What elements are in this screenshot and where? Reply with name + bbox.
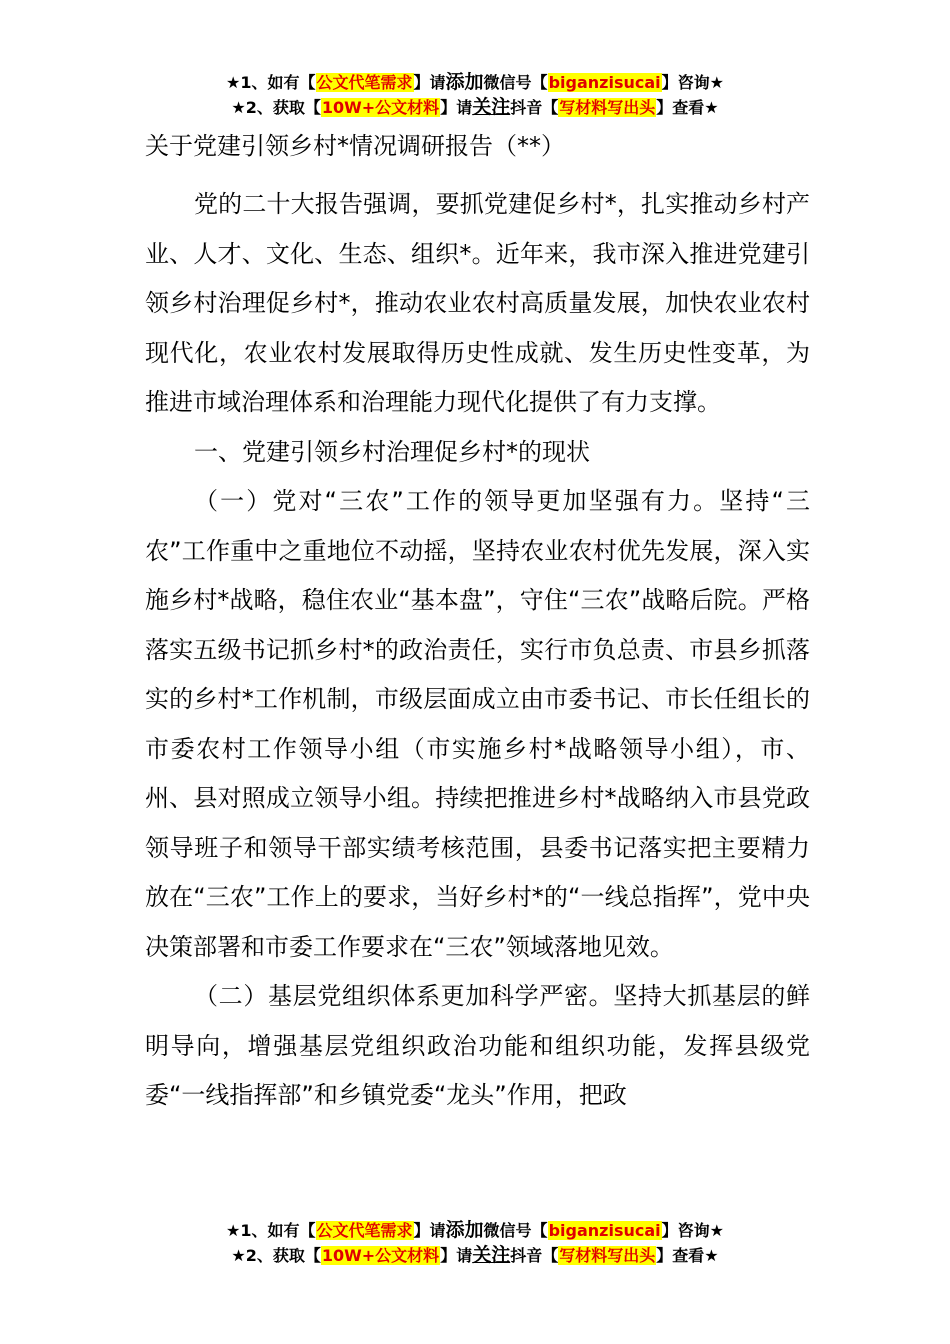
banner-line-1 bbox=[0, 70, 950, 95]
banner-highlight: 公文代笔需求 bbox=[316, 1221, 413, 1240]
banner-text: 】查看★ bbox=[656, 1246, 719, 1265]
banner-highlight: 10W+公文材料 bbox=[321, 98, 440, 117]
document-title: 关于党建引领乡村*情况调研报告（**） bbox=[145, 132, 565, 160]
paragraph-section-1-2: （二）基层党组织体系更加科学严密。坚持大抓基层的鲜明导向，增强基层党组织政治功能和组织功能，发挥县级党委“一线指挥部”和乡镇党委“龙头”作用，把政 bbox=[145, 982, 810, 1109]
banner-text: 】请 bbox=[440, 98, 473, 117]
header-banner bbox=[0, 70, 950, 120]
banner-text: 】请 bbox=[413, 1221, 446, 1240]
banner-text: 】咨询★ bbox=[661, 1221, 724, 1240]
banner-text: ★2、获取【 bbox=[231, 98, 321, 117]
banner-highlight: 10W+公文材料 bbox=[321, 1246, 440, 1265]
banner-emphasis: 添加 bbox=[445, 1219, 484, 1241]
banner-highlight: biganzisucai bbox=[548, 73, 661, 92]
banner-text: 抖音【 bbox=[510, 1246, 559, 1265]
banner-text: ★1、如有【 bbox=[226, 73, 316, 92]
banner-text: ★1、如有【 bbox=[226, 1221, 316, 1240]
banner-line-1 bbox=[0, 1218, 950, 1243]
banner-text: 】咨询★ bbox=[661, 73, 724, 92]
banner-emphasis: 添加 bbox=[445, 71, 484, 93]
banner-highlight: 公文代笔需求 bbox=[316, 73, 413, 92]
banner-text: ★2、获取【 bbox=[231, 1246, 321, 1265]
banner-highlight: biganzisucai bbox=[548, 1221, 661, 1240]
banner-highlight: 写材料写出头 bbox=[559, 98, 656, 117]
banner-text: 】请 bbox=[440, 1246, 473, 1265]
paragraph-section-1-1: （一）党对“三农”工作的领导更加坚强有力。坚持“三农”工作重中之重地位不动摇，坚持农业农村优先发展，深入实施乡村*战略，稳住农业“基本盘”，守住“三农”战略后院。严格落实五级书记抓乡村*的政治责任，实行市负总责、市县乡抓落实的乡村*工作机制，市级层面成立由市委书记、市长任组长的市委农村工作领导小组（市实施乡村*战略领导小组），市、州、县对照成立领导小组。持续把推进乡村*战略纳入市县党政领导班子和领导干部实绩考核范围，县委书记落实把主要精力放在“三农”工作上的要求，当好乡村*的“一线总指挥”，党中央决策部署和市委工作要求在“三农”领域落地见效。 bbox=[145, 487, 810, 961]
banner-text: 微信号【 bbox=[483, 73, 548, 92]
banner-text: 抖音【 bbox=[510, 98, 559, 117]
banner-line-2 bbox=[0, 1243, 950, 1268]
document-body bbox=[145, 124, 810, 1121]
banner-text: 】查看★ bbox=[656, 98, 719, 117]
paragraph-intro: 党的二十大报告强调，要抓党建促乡村*，扎实推动乡村产业、人才、文化、生态、组织*。近年来，我市深入推进党建引领乡村治理促乡村*，推动农业农村高质量发展，加快农业农村现代化，农业农村发展取得历史性成就、发生历史性变革，为推进市域治理体系和治理能力现代化提供了有力支撑。 bbox=[145, 190, 810, 416]
banner-line-2 bbox=[0, 95, 950, 120]
banner-text: 】请 bbox=[413, 73, 446, 92]
footer-banner bbox=[0, 1218, 950, 1268]
banner-emphasis: 关注 bbox=[472, 96, 511, 118]
section-heading-1: 一、党建引领乡村治理促乡村*的现状 bbox=[194, 437, 590, 466]
banner-text: 微信号【 bbox=[483, 1221, 548, 1240]
banner-emphasis: 关注 bbox=[472, 1244, 511, 1266]
banner-highlight: 写材料写出头 bbox=[559, 1246, 656, 1265]
